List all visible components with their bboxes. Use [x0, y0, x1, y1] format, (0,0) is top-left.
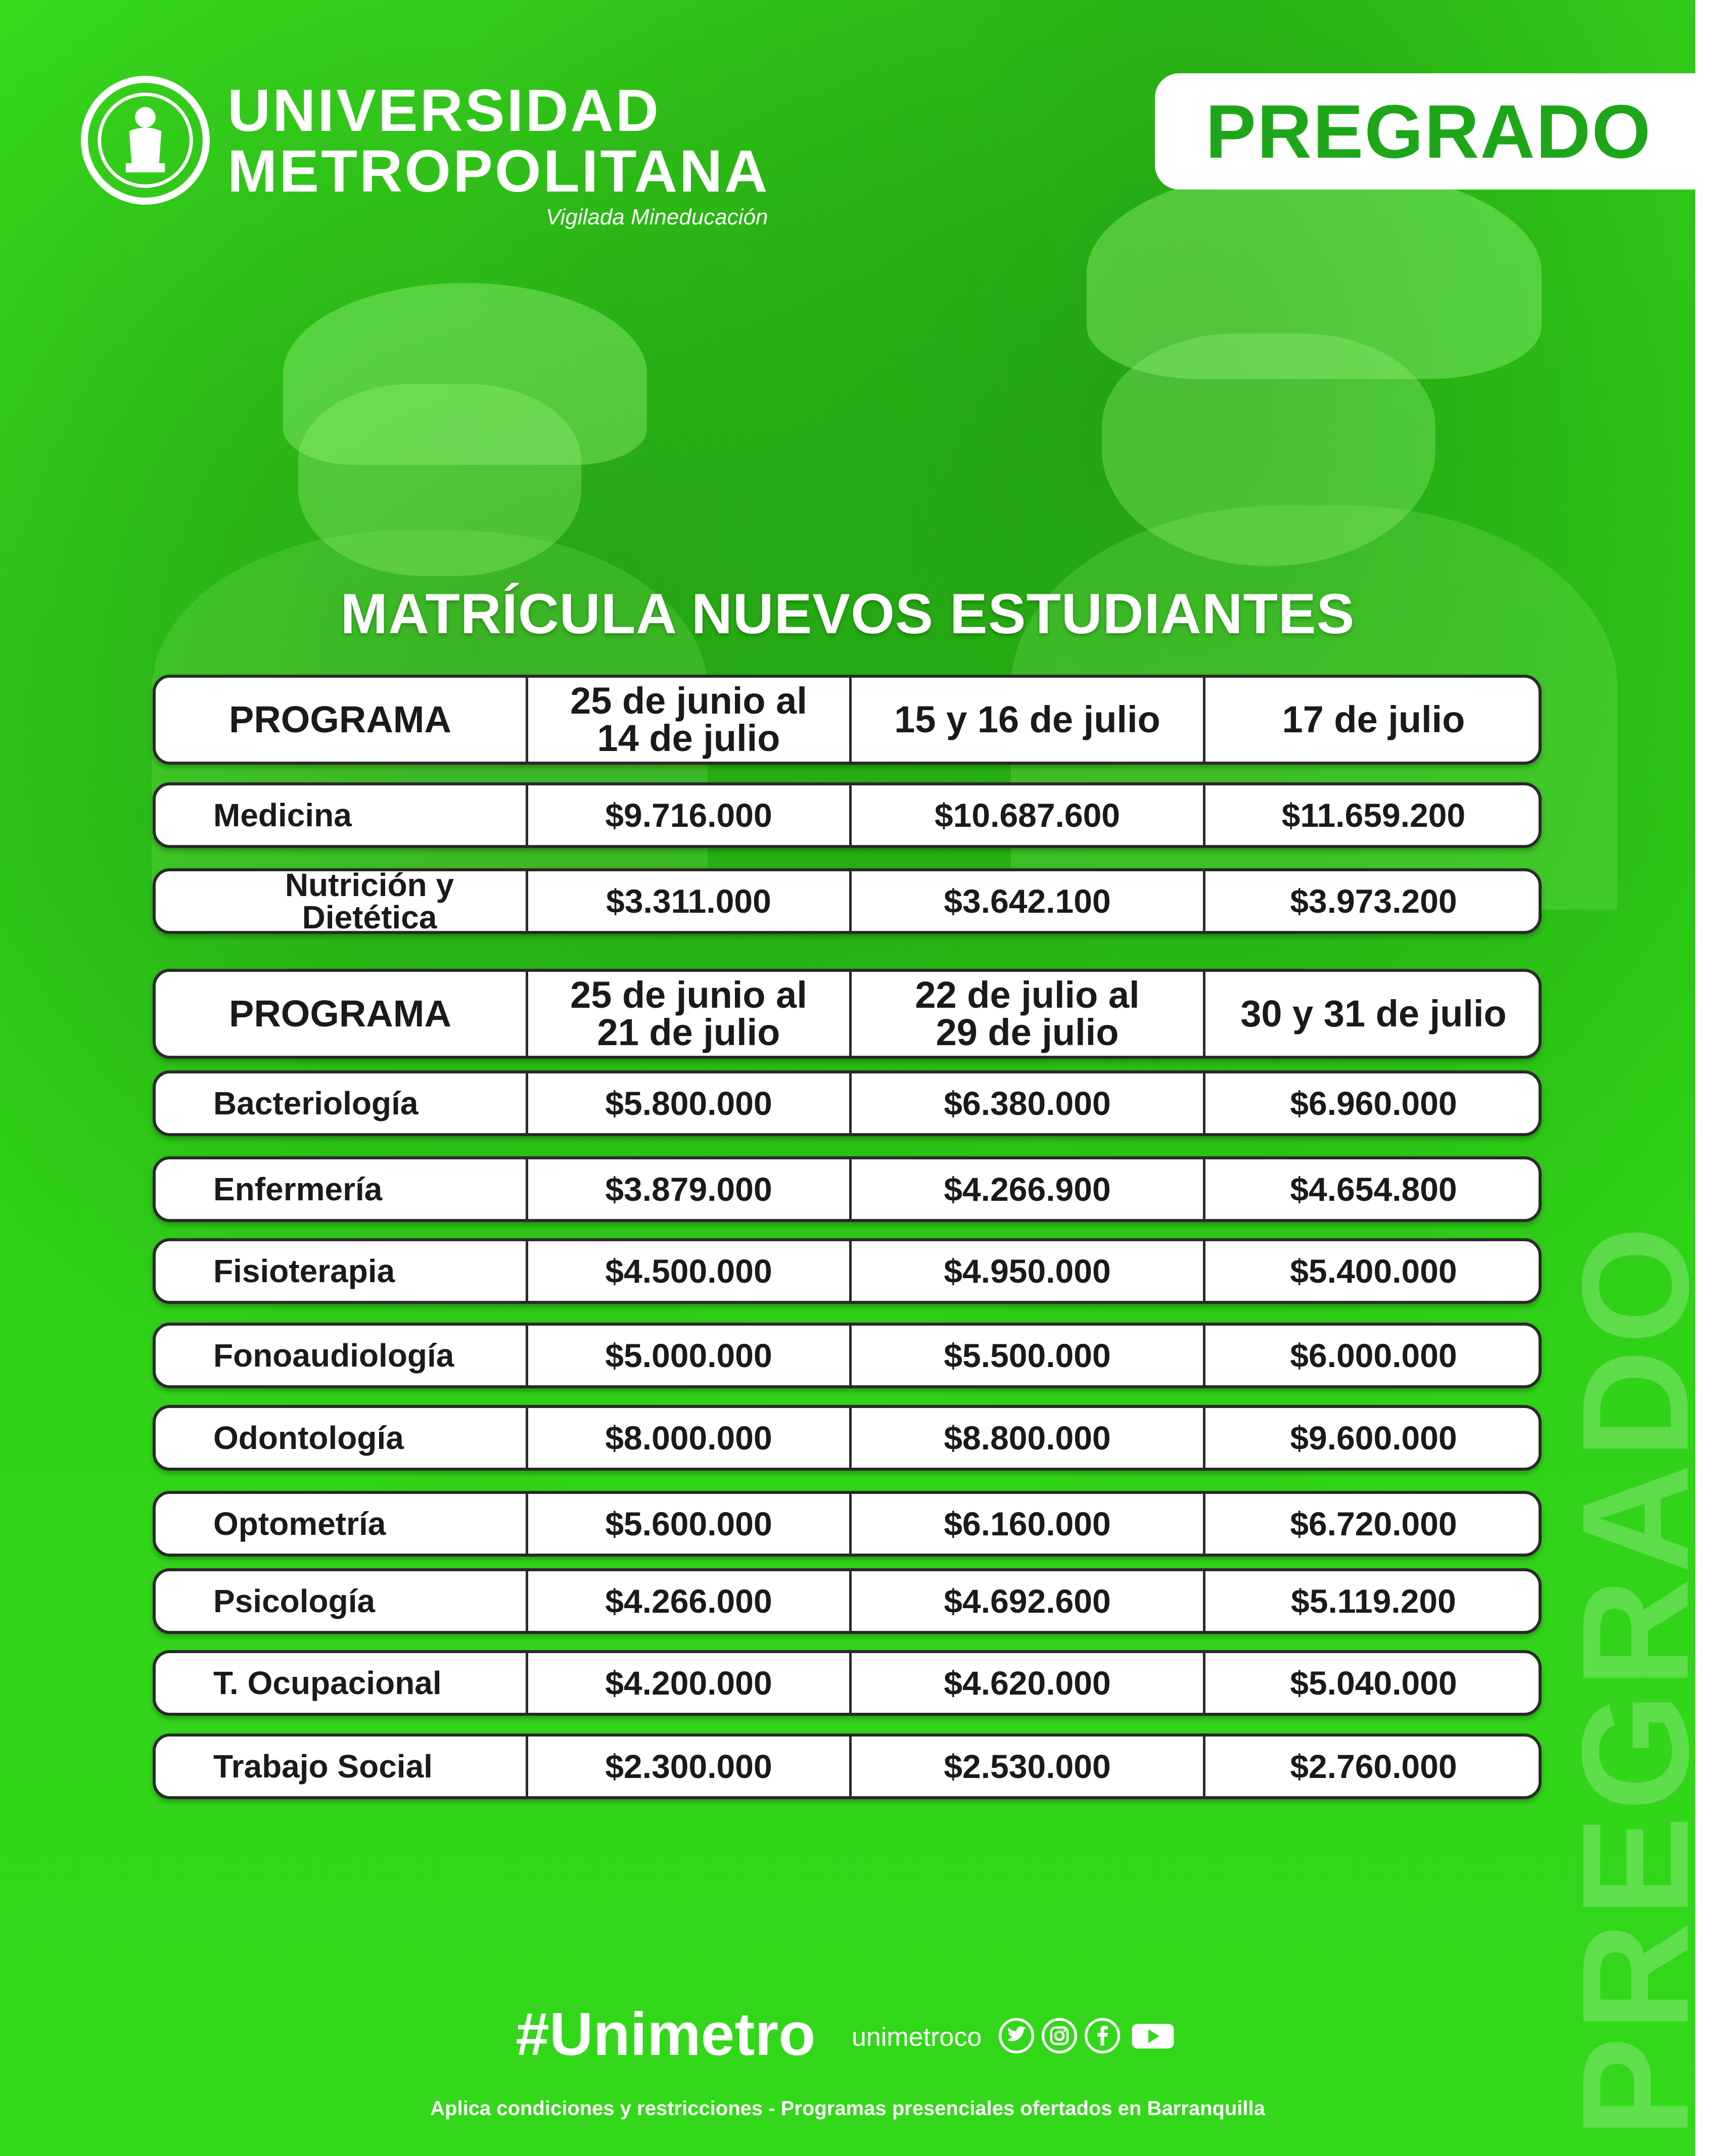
table-row	[153, 1733, 1542, 1799]
price-cell: $4.266.000	[526, 1571, 849, 1631]
price-cell: $6.160.000	[849, 1494, 1203, 1554]
price-cell: $3.311.000	[526, 871, 849, 931]
program-name-cell: Fonoaudiología	[213, 1337, 454, 1374]
program-name-cell: Optometría	[213, 1506, 386, 1542]
logo-line-1: UNIVERSIDAD	[227, 77, 661, 144]
price-cell: $6.720.000	[1203, 1494, 1542, 1554]
price-cell: $5.500.000	[849, 1326, 1203, 1385]
table-row	[153, 782, 1542, 848]
page-title: MATRÍCULA NUEVOS ESTUDIANTES	[340, 582, 1355, 645]
price-cell: $2.300.000	[526, 1737, 849, 1796]
price-cell: $5.800.000	[526, 1073, 849, 1133]
table-header-row	[153, 675, 1542, 765]
program-name-cell: Trabajo Social	[213, 1748, 433, 1785]
price-cell: $9.600.000	[1203, 1408, 1542, 1468]
hashtag: #Unimetro	[516, 2000, 816, 2068]
social-handle: unimetroco	[852, 2023, 982, 2052]
column-header-period: 15 y 16 de julio	[849, 678, 1203, 762]
pregrado-watermark: PREGRADO	[1550, 1221, 1720, 2138]
price-cell: $5.000.000	[526, 1326, 849, 1385]
table-row	[153, 1070, 1542, 1136]
table-row	[153, 1156, 1542, 1222]
background-photo-shape	[283, 283, 647, 465]
table-row	[153, 1323, 1542, 1388]
program-name-cell: Medicina	[213, 797, 352, 833]
table-header-row	[153, 969, 1542, 1059]
disclaimer: Aplica condiciones y restricciones - Programas presenciales ofertados en Barranquilla	[430, 2097, 1265, 2120]
price-cell: $2.530.000	[849, 1737, 1203, 1796]
price-cell: $2.760.000	[1203, 1737, 1542, 1796]
logo-line-2: METROPOLITANA	[227, 138, 770, 205]
price-cell: $6.960.000	[1203, 1073, 1542, 1133]
program-name-cell: Enfermería	[213, 1171, 383, 1207]
price-cell: $4.266.900	[849, 1159, 1203, 1219]
university-logo	[76, 71, 794, 238]
youtube-icon[interactable]	[1130, 2018, 1176, 2054]
price-cell: $4.620.000	[849, 1653, 1203, 1713]
price-cell: $9.716.000	[526, 785, 849, 845]
price-cell: $3.642.100	[849, 871, 1203, 931]
logo-subtitle: Vigilada Mineducación	[546, 205, 768, 229]
table-row	[153, 1405, 1542, 1471]
table-row	[153, 868, 1542, 934]
column-header-period: 30 y 31 de julio	[1203, 972, 1542, 1056]
table-row	[153, 1650, 1542, 1716]
price-cell: $5.400.000	[1203, 1241, 1542, 1301]
badge-label: PREGRADO	[1205, 89, 1652, 174]
price-cell: $4.200.000	[526, 1653, 849, 1713]
price-cell: $5.040.000	[1203, 1653, 1542, 1713]
column-header-period: 17 de julio	[1203, 678, 1542, 762]
instagram-icon[interactable]	[1041, 2018, 1078, 2054]
price-cell: $4.950.000	[849, 1241, 1203, 1301]
price-cell: $8.800.000	[849, 1408, 1203, 1468]
price-cell: $6.380.000	[849, 1073, 1203, 1133]
column-header-programa: PROGRAMA	[229, 698, 451, 740]
price-cell: $5.119.200	[1203, 1571, 1542, 1631]
program-name-cell: Odontología	[213, 1420, 404, 1456]
program-name-cell: Bacteriología	[213, 1085, 419, 1121]
table-row	[153, 1238, 1542, 1304]
price-cell: $11.659.200	[1203, 785, 1542, 845]
background-photo-shape	[298, 384, 581, 576]
column-header-period: 25 de junio al 21 de julio	[526, 972, 849, 1056]
price-cell: $6.000.000	[1203, 1326, 1542, 1385]
program-name-cell: T. Ocupacional	[213, 1665, 442, 1701]
table-row	[153, 1568, 1542, 1634]
background-photo-shape	[1102, 334, 1435, 566]
program-name-cell: Fisioterapia	[213, 1253, 395, 1289]
price-cell: $4.692.600	[849, 1571, 1203, 1631]
price-cell: $8.000.000	[526, 1408, 849, 1468]
facebook-icon[interactable]	[1084, 2018, 1121, 2054]
price-cell: $3.973.200	[1203, 871, 1542, 931]
price-cell: $4.500.000	[526, 1241, 849, 1301]
column-header-period: 25 de junio al 14 de julio	[526, 678, 849, 762]
price-cell: $10.687.600	[849, 785, 1203, 845]
table-row	[153, 1491, 1542, 1557]
price-cell: $3.879.000	[526, 1159, 849, 1219]
program-name-cell: Psicología	[213, 1583, 376, 1619]
seal-icon	[81, 76, 210, 205]
price-cell: $5.600.000	[526, 1494, 849, 1554]
price-cell: $4.654.800	[1203, 1159, 1542, 1219]
column-header-programa: PROGRAMA	[229, 993, 451, 1035]
program-name-cell: Nutrición y Dietética	[285, 867, 454, 935]
pregrado-badge	[1155, 73, 1695, 190]
twitter-icon[interactable]	[998, 2018, 1035, 2054]
column-header-period: 22 de julio al 29 de julio	[849, 972, 1203, 1056]
background-photo-shape	[1087, 167, 1542, 379]
